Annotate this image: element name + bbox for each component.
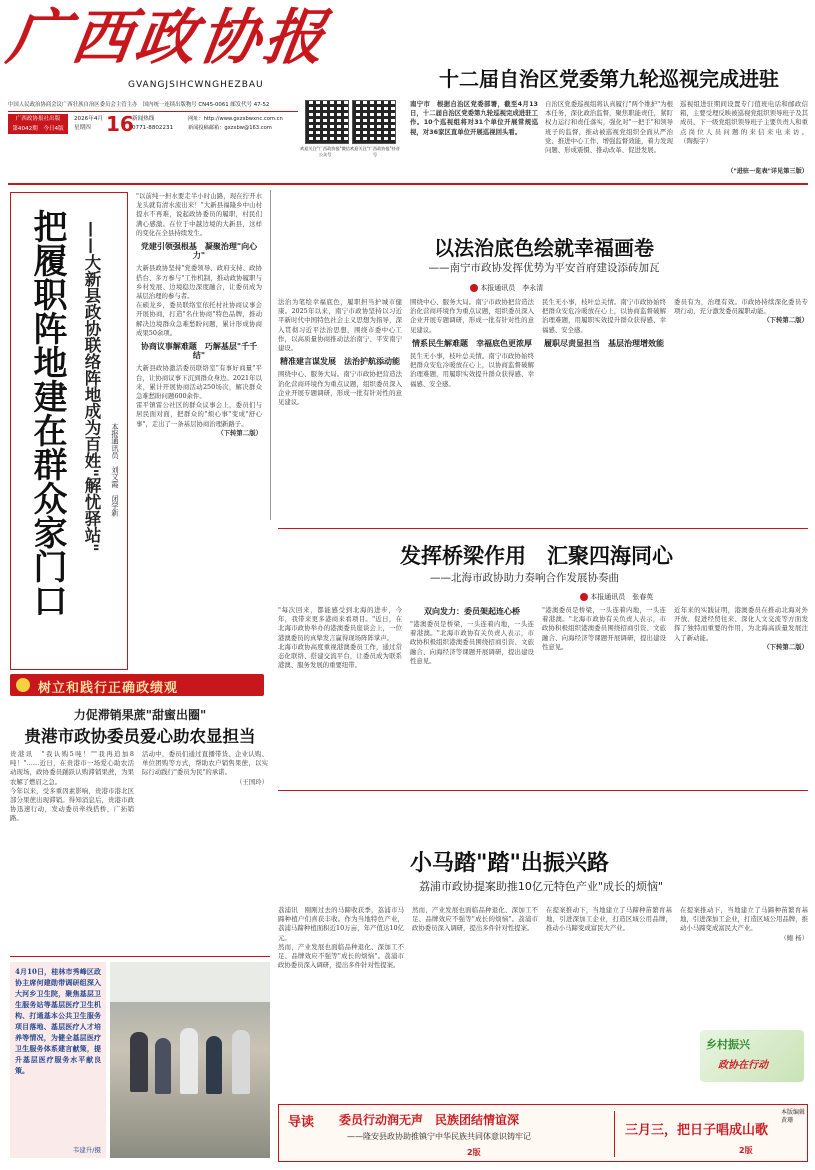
xiaoma-subhead: 荔浦市政协提案助推10亿元特色产业"成长的烦恼" [418,880,664,893]
lead-closing: （"进驻一览表"详见第三版） [727,168,808,175]
masthead-divider [8,183,808,185]
issue-day: 16 [106,112,134,136]
xiaoma-p2: 然而，产业发展也面临品种退化、深加工不足、品牌效应不强等"成长的烦恼"。荔浦市政协委员深入调研，提出多件针对性提案。 [278,942,404,970]
rural-revival-badge [700,1030,804,1082]
center-p3: 民生无小事，枝叶总关情。南宁市政协始终把群众安危冷暖放在心上，以协商监督破解治理难题，用履职实效提升群众获得感、幸福感、安全感。 [410,352,534,388]
banner-text: 树立和践行正确政绩观 [38,681,179,696]
left-story-sec1: 党建引领强根基 凝聚治理"向心力" [140,242,258,261]
guide-page2: 2版 [739,1146,753,1155]
center-byline: 本报通讯员 李永清 [480,284,544,292]
beihai-col3 [542,606,666,782]
banner-bar [10,674,264,696]
beihai-col2 [410,620,534,780]
center-col1 [278,298,402,520]
center-sec2: 情系民生解难题 幸福底色更浓厚 [412,338,532,348]
beihai-sec1: 双向发力：委员架起连心桥 [424,607,520,616]
center-col4 [674,298,808,520]
wechat-qr-icon[interactable] [305,100,349,144]
center-col3 [542,298,666,520]
issue-number: 第4042期 今日4版 [12,126,64,132]
party-emblem-icon [16,678,30,692]
lead-headline: 十二届自治区党委第九轮巡视完成进驻 [439,67,779,91]
lead-para1: 南宁市 根据自治区党委部署，截至4月13日，十二届自治区党委第九轮巡视完成进驻工作。10个巡视组将对31个单位开展常规巡视，对36家区直单位开展巡视回头看。 [410,100,538,136]
editor-note: 本版编辑 黄珊 [781,1109,812,1124]
xiaoma-headline: 小马踏"踏"出振兴路 [410,851,609,876]
edition-label: 广西政协报社出版 [15,116,61,122]
center-more: （下转第二版） [763,316,808,325]
lead-para3: 巡视组进驻期间设置专门值班电话和邮政信箱，主要受理反映被巡视党组织领导班子及其成员、下一级党组织领导班子主要负责人和重点岗位人员问题的来信来电来访。 [680,100,808,136]
lead-col1 [410,100,538,178]
masthead-info-line: 中国人民政治协商会议广西壮族自治区委员会主管主办 国内统一连续出版物号 CN45-0061 邮发代号 47-52 [8,102,270,108]
beihai-p3: "港澳委员是桥梁，一头连着内地，一头连着港澳。"北海市政协有关负责人表示，市政协积极组织港澳委员围绕招商引资、文旅融合、向海经济等课题开展调研，提出建设性意见。 [410,620,534,665]
left-story-col1 [136,192,262,660]
beihai-p2: 北海市政协高度重视港澳委员工作，通过常态化联络、搭建交流平台，让委员成为联系港澳、服务发展的重要纽带。 [278,642,402,670]
byline-bullet-icon [470,284,478,292]
guide-story2[interactable]: 三月三，把日子唱成山歌 [625,1123,769,1138]
beihai-headline: 发挥桥梁作用 汇聚四海同心 [400,544,673,568]
lead-para2: 自治区党委巡视组将认真履行"两个维护"为根本任务，深化政治监督，聚焦职能责任，紧盯权力运行和责任落实，强化对"一把手"和领导班子的监督，推动被巡视党组织全面从严治党、推进中心工作、增强监督效能，着力发现问题、形成震慑、推动改革、促进发展。 [545,100,673,155]
beihai-byline: 本报通讯员 张春英 [590,593,654,601]
guigang-col2 [142,750,268,950]
center-p2: 围绕中心、服务大局。南宁市政协把营造法治化营商环境作为重点议题，组织委员深入企业开展专题调研，形成一批有针对性的意见建议。 [278,370,402,407]
guide-story1[interactable]: 委员行动润无声 民族团结情谊深 [339,1113,520,1127]
issue-weekday: 星期四 [74,125,91,131]
xiaoma-p2b: 然而，产业发展也面临品种退化、深加工不足、品牌效应不强等"成长的烦恼"。荔浦市政协委员深入调研，提出多件针对性提案。 [412,906,538,933]
xiaoma-col4 [680,906,808,1026]
douyin-qr-icon[interactable] [352,100,396,144]
xiaoma-p3: 在提案推动下，当地建立了马蹄种苗繁育基地，引进深加工企业，打造区域公用品牌，推动小马蹄变成富民大产业。 [546,906,672,933]
center-headline: 以法治底色绘就幸福画卷 [434,236,654,260]
beihai-subhead: ——北海市政协助力奏响合作发展协奏曲 [430,572,619,584]
left-story-sec2: 协商议事解难题 巧解基层"千千结" [140,342,258,361]
left-story-box [10,192,128,670]
center-sec1: 精准建言谋发展 法治护航添动能 [280,357,400,367]
byline-bullet-icon [580,593,588,601]
guigang-p1: 贵港讯 "我认购5吨！""我再追加8吨！"……近日，在贵港市一场爱心助农活动现场，政协委员踊跃认购滞销果蔗，为果农解了燃眉之急。 [10,750,134,786]
center-col2 [410,298,534,520]
guigang-p3: 活动中，委员们通过直播带货、企业认购、单位团购等方式，帮助农户销售果蔗，以实际行动践行"委员为民"的承诺。 [142,750,268,777]
lead-col2 [545,100,673,178]
center-p2b: 围绕中心、服务大局。南宁市政协把营造法治化营商环境作为重点议题，组织委员深入企业开展专题调研，形成一批有针对性的意见建议。 [410,298,534,334]
hotline-number: 0771-8802231 [132,125,174,131]
hotline-label: 新闻热线 [132,116,155,122]
left-story-byline: 本报通讯员 刘文霞 闭学新 [111,423,120,517]
center-p3b: 民生无小事，枝叶总关情。南宁市政协始终把群众安危冷暖放在心上，以协商监督破解治理难题，用履职实效提升群众获得感、幸福感、安全感。 [542,298,666,334]
badge-tag2: 政协在行动 [718,1060,768,1071]
left-story-p3: 大新县政协激活委员联络室"有事好商量"平台，让协商议事下沉到群众身边。2021年以来，累计开展协商活动250场次，解决群众急难愁盼问题600余件。 [136,364,262,401]
beihai-col4 [674,606,808,782]
left-story-more: （下转第二版） [217,428,262,437]
masthead-pinyin: GVANGJSIHCWNGHEZBAU [128,80,264,90]
qr2-caption: 欢迎关注"广西政协报"抖音号 [350,146,400,157]
issue-info-box [8,111,298,135]
guigang-col1 [10,750,134,950]
left-story-p4: 雷平镇雷公社区的群众议事会上，委员们与居民面对面，把群众的"烦心事"变成"舒心事"，走出了一条基层协商治理新路子。 [136,401,262,428]
center-subhead: ——南宁市政协发挥优势为平安首府建设添砖加瓦 [428,262,660,274]
left-story-p2: 在硕龙乡，委员联络室依托村社协商议事会开展协商，打造"名仕协商"特色品牌，推动解决边境群众急难愁盼问题，累计形成协商成果50余项。 [136,301,262,337]
photo-caption-box [10,962,106,1158]
guigang-p2: 今年以来，受多重因素影响，贵港市港北区部分果蔗出现滞销。得知消息后，贵港市政协迅速行动，发动委员牵线搭桥，广拓销路。 [10,786,134,823]
beihai-more: （下转第二版） [763,642,808,651]
mail-address[interactable]: 新闻投稿邮箱：gxzxbw@163.com [188,125,272,131]
masthead [3,3,400,96]
beihai-p3b: "港澳委员是桥梁，一头连着内地，一头连着港澳。"北海市政协有关负责人表示，市政协积极组织港澳委员围绕招商引资、文旅融合、向海经济等课题开展调研，提出建设性意见。 [542,606,666,651]
guide-label: 导读 [287,1115,314,1130]
issue-date: 2026年4月 [74,116,103,122]
left-story-p1: 大新县政协坚持"党委领导、政府支持、政协搭台、多方参与"工作机制，推动政协履职与乡村发展、边境稳边深度融合，让委员成为基层治理的参与者。 [136,264,262,301]
center-sec3: 履职尽责显担当 基层治理增效能 [544,338,664,348]
guigang-headline: 贵港市政协委员爱心助农显担当 [24,727,256,746]
left-story-headline: 把履职阵地建在群众家门口 [27,209,67,617]
guigang-kicker: 力促滞销果蔗"甜蜜出圈" [73,708,207,722]
news-photo [110,962,270,1158]
beihai-p4: 近年来的实践证明，港澳委员在推动北海对外开放、促进经贸往来、深化人文交流等方面发挥了独特而重要的作用，为北海高质量发展注入了新动能。 [674,606,808,642]
xiaoma-credit: （鲍 杨） [780,933,808,942]
qr1-caption: 欢迎关注"广西政协报"微信公众号 [300,146,350,157]
footer-guide [278,1104,812,1162]
beihai-col1 [278,606,402,782]
xiaoma-p3b: 在提案推动下，当地建立了马蹄种苗繁育基地，引进深加工企业，打造区域公用品牌，推动小马蹄变成富民大产业。 [680,906,808,933]
beihai-p1: "每次回来，都能感受到北海的进步，今年，我带来更多港商来看项目。"近日，在北海市政协举办的港澳委员座谈会上，一位港澳委员的真挚发言赢得现场阵阵掌声。 [278,606,402,642]
guide-page1: 2版 [467,1148,481,1157]
center-p4: 委员有为，治理有效。市政协持续深化委员专项行动，充分激发委员履职动能。 [674,298,808,316]
center-p1: 法治为笔绘幸福底色，履职担当护城市健康。2025年以来，南宁市政协坚持以习近平新时代中国特色社会主义思想为指导，深入贯彻习近平法治思想，围绕市委中心工作，以高质量协商推动法治南宁、平安南宁建设。 [278,298,402,353]
masthead-logo: 广西政协报 [3,3,333,73]
lead-credit: （陶振宇） [680,136,712,145]
photo-credit: 韦建升/摄 [72,1146,101,1154]
left-story-subhead: ——大新县政协联络阵地成为百姓"解忧驿站" [82,221,101,552]
guide-story1-sub[interactable]: ——隆安县政协助推镇宁中华民族共同体意识铸牢记 [347,1132,531,1141]
site-url[interactable]: 网址：http://www.gxzxbwxnc.com.cn [188,116,283,122]
photo-caption: 4月10日，桂林市秀峰区政协主席何建勋带调研组深入大河乡卫生院，聚焦基层卫生服务站等基层医疗卫生机构、打通基本公共卫生服务项目落地、基层医疗人才培养等情况，为健全基层医疗卫生服务体系建言献策，提升基层医疗服务水平献良策。 [15,967,101,1075]
badge-tag1: 乡村振兴 [706,1038,750,1051]
lead-col3 [680,100,808,166]
xiaoma-p1: 荔浦讯 刚刚过去的马蹄收获季，荔浦市马蹄种植户们喜获丰收。作为当地特色产业，荔浦马蹄种植面积近10万亩，年产值达10亿元。 [278,906,404,942]
guigang-credit: （王国玲） [236,777,268,786]
left-story-intro: "以前纯一担水要走半小时山路，现在拧开水龙头就有清水流出来！"大新县福隆乡中山村提水不再难，说起政协委员的履职，村民们满心感激。在位于中越边境的大新县，这样的变化在全县持续发生。 [136,192,262,237]
